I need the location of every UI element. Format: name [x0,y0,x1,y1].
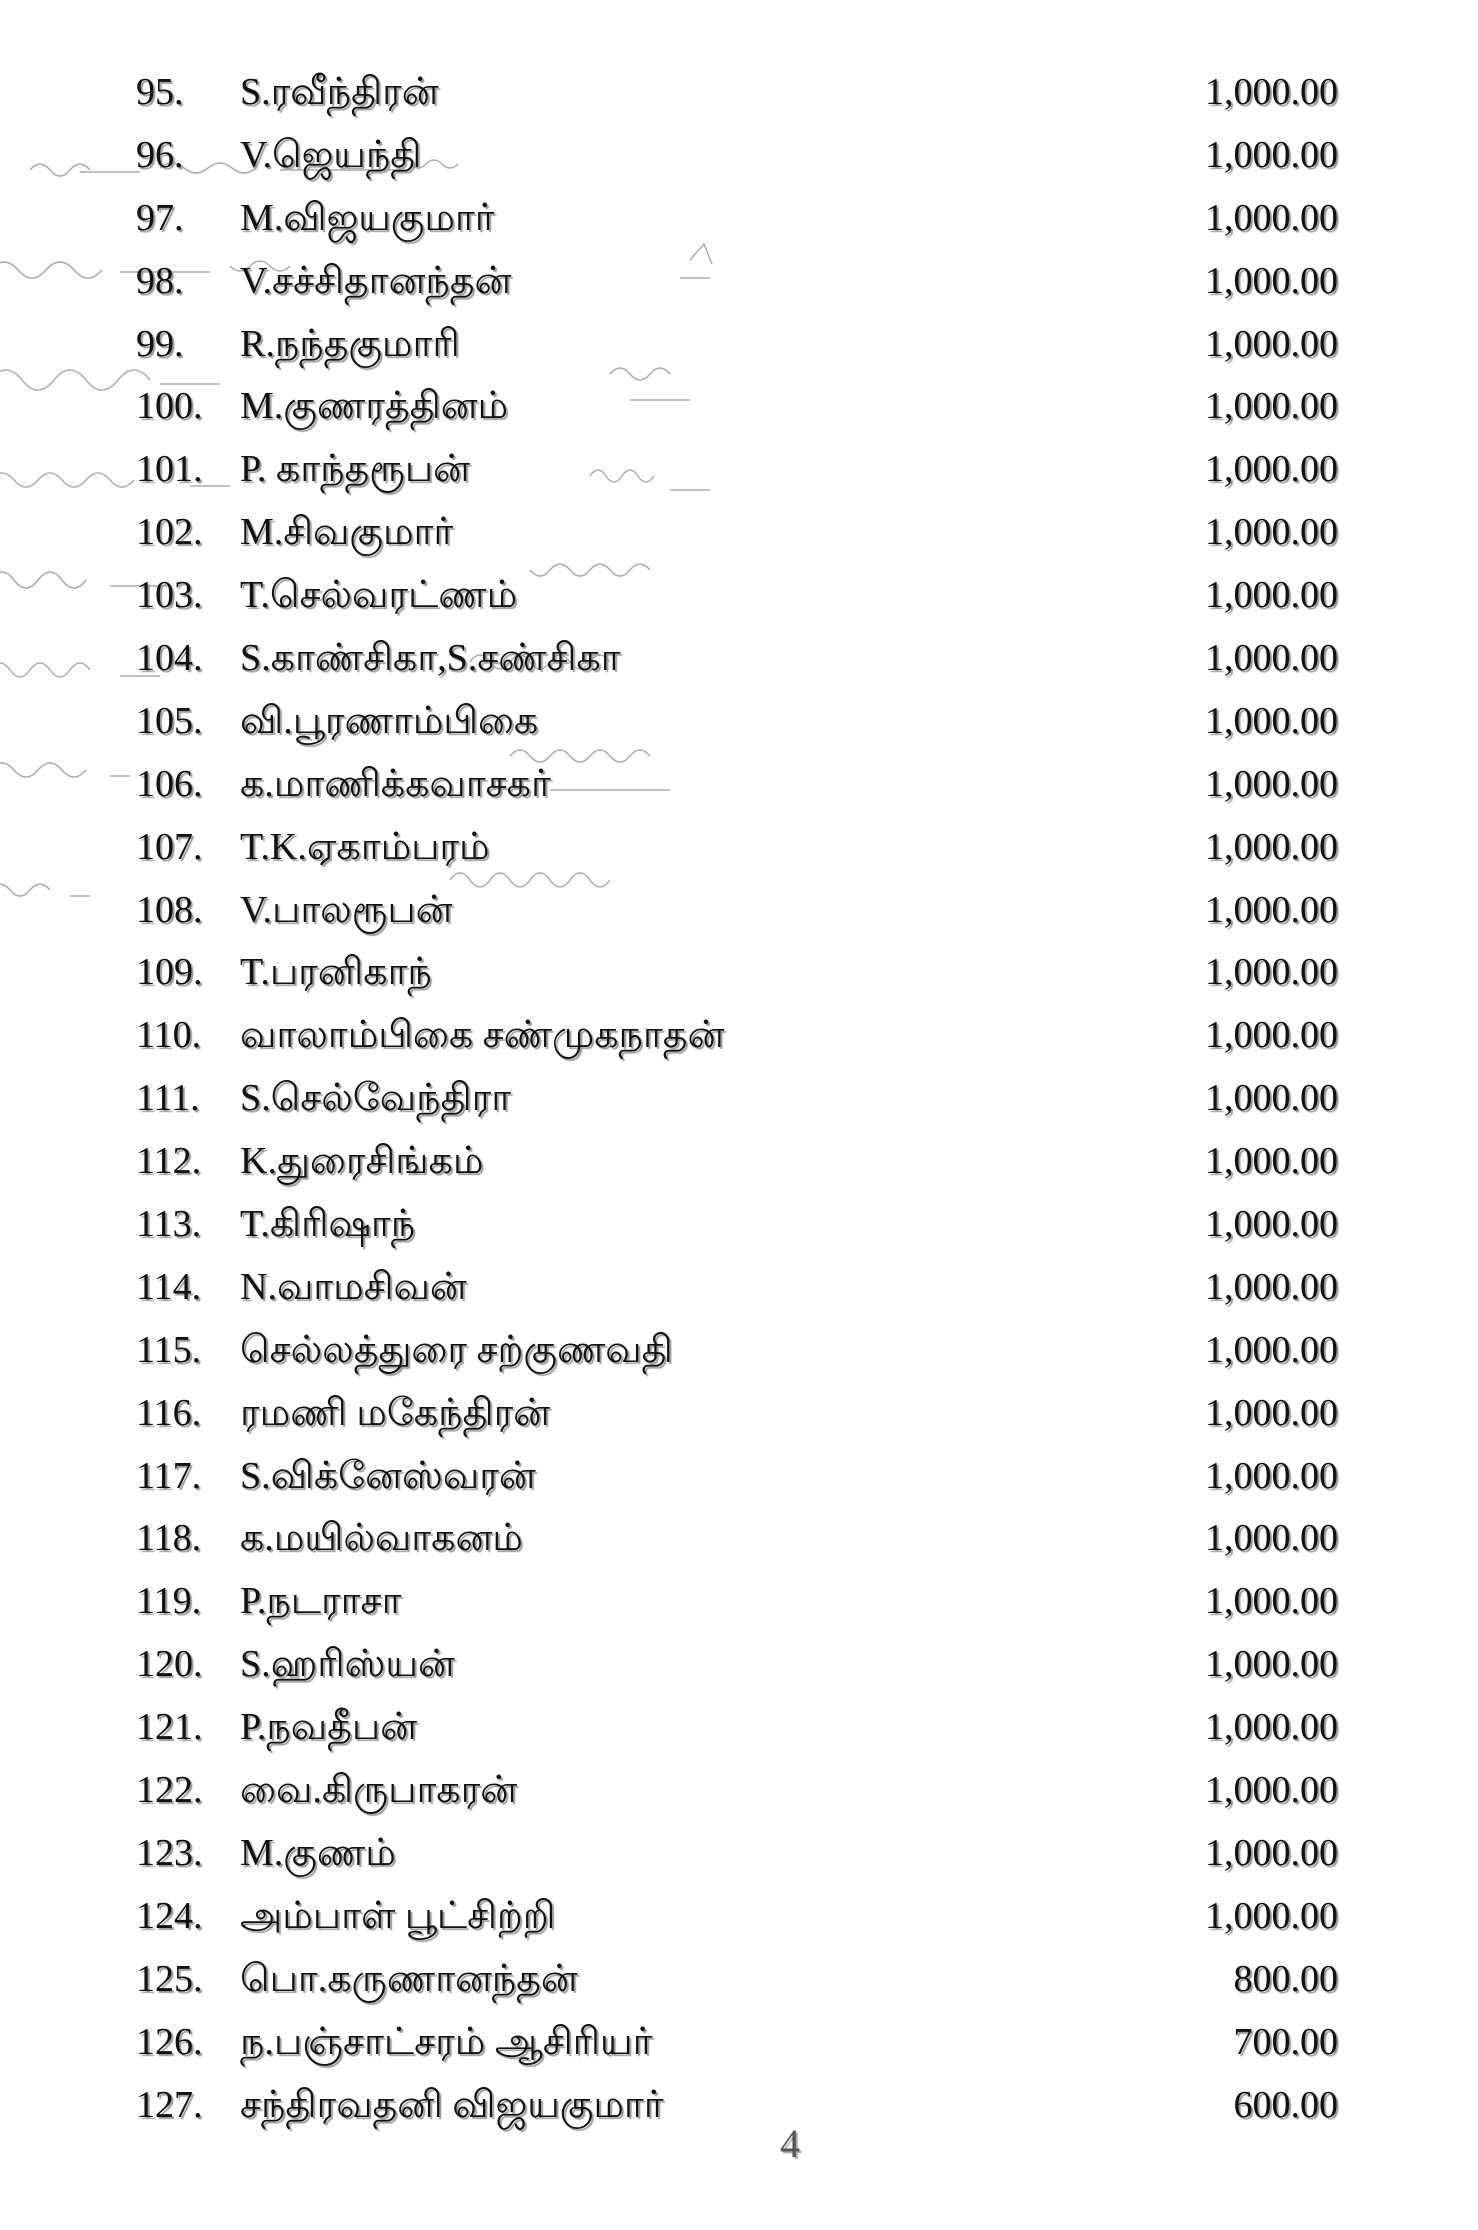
list-item [0,1011,1478,1074]
contribution-amount: 1,000.00 [1205,637,1338,680]
entry-number: 116. [136,1391,202,1434]
page-number: 4 [780,2121,800,2166]
contribution-amount: 1,000.00 [1205,1454,1338,1497]
contributor-name: க.மயில்வாகனம் [240,1517,523,1560]
list-item [0,634,1478,697]
list-item [0,1200,1478,1263]
entry-number: 126. [136,2020,203,2063]
contribution-amount: 1,000.00 [1205,1014,1338,1057]
contribution-amount: 1,000.00 [1205,1580,1338,1623]
contribution-amount: 1,000.00 [1205,448,1338,491]
list-item [0,1955,1478,2018]
list-item [0,697,1478,760]
contribution-amount: 1,000.00 [1205,1894,1338,1937]
list-item [0,760,1478,823]
list-item [0,2018,1478,2081]
entry-number: 106. [136,762,203,805]
contributor-name: T.செல்வரட்ணம் [240,574,518,617]
list-item [0,1389,1478,1452]
contributor-name: M.விஜயகுமார் [240,196,495,239]
entry-number: 120. [136,1643,203,1686]
contributor-name: சந்திரவதனி விஜயகுமார் [240,2083,664,2126]
entry-number: 109. [136,951,203,994]
list-item [0,571,1478,634]
entry-number: 101. [136,448,203,491]
list-item [0,508,1478,571]
contribution-amount: 1,000.00 [1205,385,1338,428]
entry-number: 108. [136,888,203,931]
contribution-amount: 1,000.00 [1205,888,1338,931]
entry-number: 96. [136,133,184,176]
entry-number: 125. [136,1957,203,2000]
contribution-amount: 600.00 [1233,2083,1338,2126]
list-item [0,823,1478,886]
list-item [0,886,1478,949]
list-item [0,1829,1478,1892]
list-item [0,257,1478,320]
contribution-amount: 1,000.00 [1205,1140,1338,1183]
entry-number: 107. [136,825,203,868]
contributor-name: M.குணம் [240,1831,396,1874]
entry-number: 97. [136,196,184,239]
entry-number: 103. [136,574,203,617]
entry-number: 118. [136,1517,202,1560]
list-item [0,1326,1478,1389]
contributor-name: ந.பஞ்சாட்சரம் ஆசிரியர் [240,2020,653,2063]
contribution-amount: 1,000.00 [1205,133,1338,176]
contributor-name: க.மாணிக்கவாசகர் [240,762,551,805]
contribution-amount: 1,000.00 [1205,1769,1338,1812]
contribution-amount: 1,000.00 [1205,574,1338,617]
contribution-amount: 1,000.00 [1205,1203,1338,1246]
entry-number: 111. [136,1077,200,1120]
contributor-name: அம்பாள் பூட்சிற்றி [240,1894,556,1937]
list-item [0,1577,1478,1640]
contributor-name: T.பரனிகாந் [240,951,432,994]
entry-number: 100. [136,385,203,428]
list-item [0,1640,1478,1703]
contributor-name: T.K.ஏகாம்பரம் [240,825,490,868]
list-item [0,1074,1478,1137]
contributor-name: P.நவதீபன் [240,1706,418,1749]
contribution-amount: 1,000.00 [1205,825,1338,868]
list-item [0,320,1478,383]
contributor-name: ரமணி மகேந்திரன் [240,1391,551,1434]
list-item [0,2081,1478,2144]
contribution-amount: 1,000.00 [1205,259,1338,302]
entry-number: 117. [136,1454,202,1497]
contributor-name: T.கிரிஷாந் [240,1203,416,1246]
contribution-amount: 1,000.00 [1205,1328,1338,1371]
contribution-amount: 1,000.00 [1205,196,1338,239]
entry-number: 123. [136,1831,203,1874]
contributor-name: வி.பூரணாம்பிகை [240,699,539,742]
contribution-list [0,68,1478,2143]
list-item [0,1703,1478,1766]
entry-number: 113. [136,1203,202,1246]
entry-number: 127. [136,2083,203,2126]
contributor-name: வை.கிருபாகரன் [240,1769,518,1812]
entry-number: 112. [136,1140,202,1183]
contribution-amount: 700.00 [1233,2020,1338,2063]
entry-number: 115. [136,1328,202,1371]
contributor-name: M.குணரத்தினம் [240,385,509,428]
contributor-name: S.செல்வேந்திரா [240,1077,512,1120]
contribution-amount: 1,000.00 [1205,322,1338,365]
entry-number: 110. [136,1014,202,1057]
contribution-amount: 1,000.00 [1205,1706,1338,1749]
list-item [0,1514,1478,1577]
list-item [0,1137,1478,1200]
list-item [0,948,1478,1011]
list-item [0,445,1478,508]
contribution-amount: 1,000.00 [1205,951,1338,994]
contributor-name: வாலாம்பிகை சண்முகநாதன் [240,1014,725,1057]
contribution-amount: 1,000.00 [1205,1391,1338,1434]
contributor-name: P. காந்தரூபன் [240,448,470,491]
contributor-name: S.ரவீந்திரன் [240,71,439,113]
entry-number: 121. [136,1706,203,1749]
list-item [0,1766,1478,1829]
contributor-name: S.காண்சிகா,S.சண்சிகா [240,637,621,680]
contributor-name: K.துரைசிங்கம் [240,1140,484,1183]
contribution-amount: 1,000.00 [1205,1265,1338,1308]
contribution-amount: 1,000.00 [1205,699,1338,742]
contribution-amount: 1,000.00 [1205,762,1338,805]
contribution-amount: 1,000.00 [1205,1643,1338,1686]
list-item [0,194,1478,257]
entry-number: 122. [136,1769,203,1812]
list-item [0,1263,1478,1326]
contribution-amount: 1,000.00 [1205,71,1338,113]
contribution-amount: 1,000.00 [1205,1077,1338,1120]
contributor-name: S.ஹரிஸ்யன் [240,1643,455,1686]
contribution-amount: 800.00 [1233,1957,1338,2000]
entry-number: 105. [136,699,203,742]
contributor-name: N.வாமசிவன் [240,1265,467,1308]
list-item [0,1452,1478,1515]
contributor-name: M.சிவகுமார் [240,511,454,554]
list-item [0,382,1478,445]
entry-number: 114. [136,1265,202,1308]
contributor-name: P.நடராசா [240,1580,402,1623]
entry-number: 124. [136,1894,203,1937]
contributor-name: V.ஜெயந்தி [240,133,422,176]
entry-number: 98. [136,259,184,302]
contributor-name: R.நந்தகுமாரி [240,322,460,365]
entry-number: 119. [136,1580,202,1623]
contribution-amount: 1,000.00 [1205,1831,1338,1874]
contributor-name: செல்லத்துரை சற்குணவதி [240,1328,673,1371]
entry-number: 104. [136,637,203,680]
entry-number: 102. [136,511,203,554]
contributor-name: S.விக்னேஸ்வரன் [240,1454,536,1497]
list-item [0,68,1478,131]
contributor-name: பொ.கருணானந்தன் [240,1957,578,2000]
entry-number: 99. [136,322,184,365]
contributor-name: V.பாலரூபன் [240,888,453,931]
contribution-amount: 1,000.00 [1205,511,1338,554]
list-item [0,1892,1478,1955]
contributor-name: V.சச்சிதானந்தன் [240,259,512,302]
list-item [0,131,1478,194]
contribution-amount: 1,000.00 [1205,1517,1338,1560]
entry-number: 95. [136,71,184,113]
